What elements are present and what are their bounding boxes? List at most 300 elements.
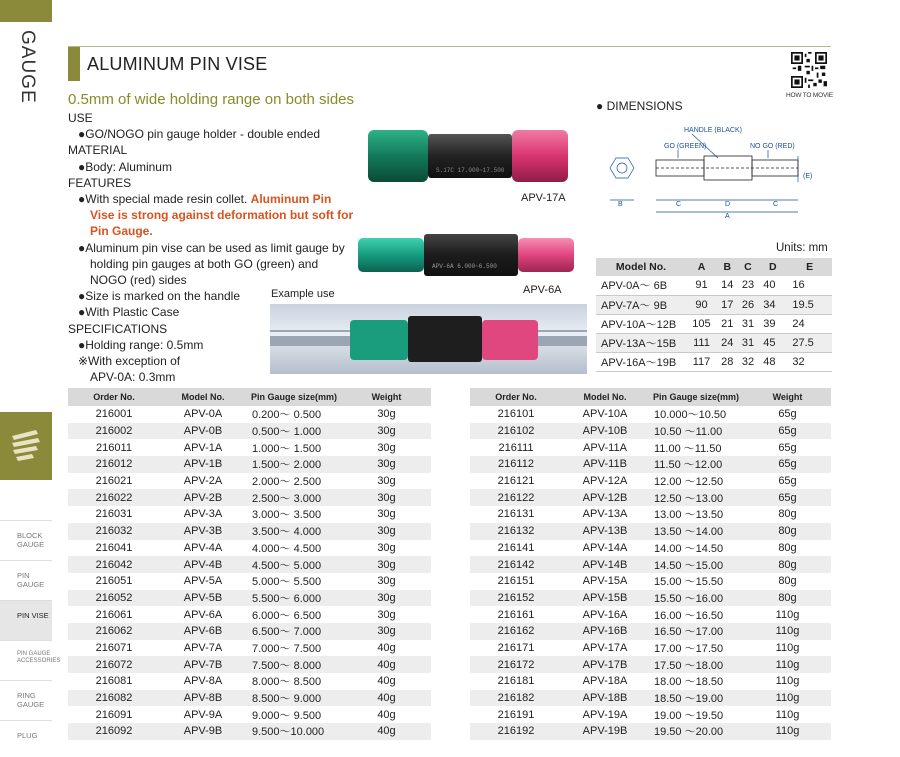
table-cell: 2.000～ 2.500 bbox=[252, 476, 322, 489]
table-row bbox=[68, 406, 431, 423]
table-cell: 40g bbox=[342, 656, 431, 673]
table-cell: 110g bbox=[775, 675, 800, 688]
col-pin-size: Pin Gauge size(mm) bbox=[648, 388, 744, 406]
table-cell: APV-4A bbox=[183, 541, 223, 554]
dimensions-table bbox=[596, 258, 832, 372]
col-b: B bbox=[717, 258, 738, 276]
table-row bbox=[470, 706, 831, 723]
table-cell: APV-2B bbox=[160, 489, 246, 506]
table-cell: 4.500～ 5.000 bbox=[246, 556, 342, 573]
table-cell: 110g bbox=[775, 641, 800, 654]
table-cell: 7.500～ 8.000 bbox=[246, 656, 342, 673]
table-cell: 12.50 ～13.00 bbox=[648, 489, 744, 506]
table-row bbox=[470, 456, 831, 473]
table-cell: 10.000～10.50 bbox=[654, 409, 727, 422]
table-cell: APV-19A bbox=[582, 708, 628, 721]
table-cell: 16.50 ～17.00 bbox=[648, 623, 744, 640]
feature-item: ●Aluminum pin vise can be used as limit gauge by holding pin gauges at both GO (green) and NOGO (red) sides bbox=[78, 240, 345, 288]
table-cell: 31 bbox=[738, 314, 759, 333]
table-cell: 65g bbox=[778, 408, 797, 421]
table-cell: APV-5B bbox=[160, 590, 246, 607]
table-row bbox=[470, 723, 831, 740]
table-cell: 216082 bbox=[68, 690, 160, 707]
table-cell: 6.500～ 7.000 bbox=[246, 623, 342, 640]
table-cell: 19.5 bbox=[787, 295, 832, 314]
table-cell: APV-19B bbox=[562, 723, 648, 740]
table-row bbox=[68, 606, 431, 623]
nav-block-gauge[interactable]: BLOCK GAUGE bbox=[0, 520, 52, 560]
apv-6a-marking: APV-6A 6.000~6.500 bbox=[432, 263, 497, 270]
table-cell: 3.000～ 3.500 bbox=[252, 509, 322, 522]
table-cell: APV-0B bbox=[160, 423, 246, 440]
table-cell: APV-16B bbox=[562, 623, 648, 640]
table-cell: 216062 bbox=[68, 623, 160, 640]
col-d: D bbox=[758, 258, 787, 276]
table-cell: 65g bbox=[778, 441, 797, 454]
table-cell: 30g bbox=[377, 441, 396, 454]
dim-letter-e: (E) bbox=[803, 173, 813, 180]
table-cell: 80g bbox=[744, 590, 831, 607]
side-nav bbox=[0, 520, 61, 757]
col-model-no: Model No. bbox=[562, 388, 648, 406]
table-row bbox=[68, 690, 431, 707]
table-cell: 216161 bbox=[497, 608, 535, 621]
table-cell: 216042 bbox=[68, 556, 160, 573]
table-cell: APV-4B bbox=[160, 556, 246, 573]
table-cell: APV-1B bbox=[160, 456, 246, 473]
table-cell: 8.500～ 9.000 bbox=[246, 690, 342, 707]
table-row bbox=[470, 423, 831, 440]
table-cell: 28 bbox=[717, 352, 738, 371]
table-cell: APV-13B bbox=[562, 523, 648, 540]
table-cell: APV-14B bbox=[562, 556, 648, 573]
table-cell: 30g bbox=[377, 508, 396, 521]
table-cell: 32 bbox=[787, 352, 832, 371]
table-cell: 216181 bbox=[497, 675, 535, 688]
table-cell: APV-10B bbox=[562, 423, 648, 440]
table-cell: 16 bbox=[787, 276, 832, 295]
table-row bbox=[596, 314, 832, 333]
table-cell: 10.50 ～11.00 bbox=[648, 423, 744, 440]
title-accent-mark bbox=[68, 47, 80, 81]
table-cell: 1.000～ 1.500 bbox=[252, 442, 322, 455]
spec-table-right bbox=[470, 388, 831, 740]
table-cell: 19.00 ～19.50 bbox=[654, 709, 724, 722]
table-cell: 216162 bbox=[470, 623, 562, 640]
table-cell: 34 bbox=[758, 295, 787, 314]
table-cell: 27.5 bbox=[787, 333, 832, 352]
table-cell: 8.000～ 8.500 bbox=[252, 676, 322, 689]
table-cell: 16.00 ～16.50 bbox=[654, 609, 724, 622]
table-cell: APV-18A bbox=[582, 675, 628, 688]
table-cell: 39 bbox=[758, 314, 787, 333]
material-heading: MATERIAL bbox=[68, 143, 128, 158]
table-cell: 216092 bbox=[68, 723, 160, 740]
table-cell: 216052 bbox=[68, 590, 160, 607]
table-cell: 40g bbox=[342, 723, 431, 740]
table-row bbox=[68, 556, 431, 573]
dimensions-drawing bbox=[598, 122, 834, 224]
table-cell: APV-6B bbox=[160, 623, 246, 640]
apv-6a-image bbox=[356, 232, 578, 278]
bullet: ● bbox=[78, 240, 86, 255]
page-title: ALUMINUM PIN VISE bbox=[87, 54, 268, 74]
table-cell: 216032 bbox=[68, 523, 160, 540]
apv-17a-image bbox=[366, 126, 572, 186]
table-cell: 3.500～ 4.000 bbox=[246, 523, 342, 540]
pin-gauge-category-icon bbox=[0, 412, 52, 480]
subtitle: 0.5mm of wide holding range on both sides bbox=[68, 91, 355, 108]
title-bar bbox=[68, 46, 831, 81]
table-cell: 216022 bbox=[68, 489, 160, 506]
table-cell: 30g bbox=[377, 475, 396, 488]
table-cell: 30g bbox=[342, 556, 431, 573]
material-item: ●Body: Aluminum bbox=[78, 159, 172, 174]
table-cell: 216182 bbox=[470, 690, 562, 707]
table-cell: 65g bbox=[778, 475, 797, 488]
table-cell: 12.00 ～12.50 bbox=[654, 476, 724, 489]
table-cell: 216132 bbox=[470, 523, 562, 540]
go-label: GO (GREEN) bbox=[664, 143, 707, 150]
nav-pin-gauge[interactable]: PIN GAUGE bbox=[0, 560, 52, 600]
table-row bbox=[596, 295, 832, 314]
table-cell: 17.00 ～17.50 bbox=[654, 642, 724, 655]
table-cell: 32 bbox=[738, 352, 759, 371]
table-row bbox=[470, 506, 831, 523]
table-cell: APV-11B bbox=[562, 456, 648, 473]
bullet: ● bbox=[78, 127, 86, 142]
table-cell: APV-8B bbox=[160, 690, 246, 707]
dimensions-heading: ● DIMENSIONS bbox=[596, 99, 683, 113]
handle-label: HANDLE (BLACK) bbox=[684, 127, 742, 134]
spec-header-row bbox=[470, 388, 831, 406]
table-cell: 80g bbox=[744, 556, 831, 573]
table-cell: 40g bbox=[342, 690, 431, 707]
table-cell: 11.50 ～12.00 bbox=[648, 456, 744, 473]
table-cell: 0.200～ 0.500 bbox=[252, 409, 322, 422]
use-heading: USE bbox=[68, 111, 93, 125]
table-cell: 216111 bbox=[498, 441, 534, 454]
table-cell: 45 bbox=[758, 333, 787, 352]
table-row bbox=[470, 439, 831, 456]
table-row bbox=[470, 690, 831, 707]
table-cell: 110g bbox=[775, 608, 800, 621]
table-cell: 18.50 ～19.00 bbox=[648, 690, 744, 707]
table-cell: 91 bbox=[686, 276, 717, 295]
table-cell: 110g bbox=[775, 708, 800, 721]
col-model: Model No. bbox=[596, 258, 686, 276]
how-to-movie-label[interactable]: HOW TO MOVIE bbox=[786, 92, 833, 99]
table-cell: 216172 bbox=[470, 656, 562, 673]
bullet: ● bbox=[78, 192, 86, 207]
feature-item: ●With Plastic Case bbox=[78, 305, 180, 320]
table-row bbox=[470, 489, 831, 506]
table-cell: 23 bbox=[738, 276, 759, 295]
table-cell: APV-5A bbox=[183, 575, 223, 588]
bullet: ● bbox=[78, 305, 86, 320]
table-cell: APV-12B bbox=[562, 489, 648, 506]
col-a: A bbox=[686, 258, 717, 276]
spec-header-row bbox=[68, 388, 431, 406]
dim-letter-c2: C bbox=[773, 201, 779, 208]
table-cell: 110g bbox=[744, 690, 831, 707]
table-cell: APV-10A～12B bbox=[596, 314, 686, 333]
col-weight: Weight bbox=[744, 388, 831, 406]
table-row bbox=[68, 673, 431, 690]
table-row bbox=[470, 556, 831, 573]
col-pin-size: Pin Gauge size(mm) bbox=[246, 388, 342, 406]
table-row bbox=[68, 423, 431, 440]
table-cell: 24 bbox=[787, 314, 832, 333]
table-cell: 13.50 ～14.00 bbox=[648, 523, 744, 540]
spec-table-left bbox=[68, 388, 431, 740]
table-cell: 24 bbox=[717, 333, 738, 352]
table-cell: APV-2A bbox=[183, 475, 223, 488]
apv-17a-marking: S.17C 17.000~17.500 bbox=[436, 167, 505, 174]
table-cell: 110g bbox=[744, 623, 831, 640]
table-cell: 48 bbox=[758, 352, 787, 371]
table-row bbox=[470, 606, 831, 623]
bullet: ● bbox=[78, 289, 86, 304]
use-item: ●GO/NOGO pin gauge holder - double ended bbox=[78, 127, 321, 142]
table-cell: 216141 bbox=[497, 541, 535, 554]
table-row bbox=[68, 523, 431, 540]
table-cell: 80g bbox=[744, 523, 831, 540]
col-e: E bbox=[787, 258, 832, 276]
table-cell: 7.000～ 7.500 bbox=[252, 642, 322, 655]
table-row bbox=[596, 352, 832, 371]
table-cell: APV-11A bbox=[583, 441, 627, 454]
table-cell: APV-15B bbox=[562, 590, 648, 607]
table-cell: 216041 bbox=[95, 541, 133, 554]
specifications-heading: SPECIFICATIONS bbox=[68, 321, 168, 336]
table-cell: APV-6A bbox=[183, 608, 223, 621]
table-cell: 30g bbox=[342, 423, 431, 440]
table-row bbox=[68, 540, 431, 557]
table-cell: 216001 bbox=[95, 408, 133, 421]
feature-item: ●Size is marked on the handle bbox=[78, 289, 241, 304]
nav-ring-gauge[interactable]: RING GAUGE bbox=[0, 680, 52, 720]
table-cell: 0.500～ 1.000 bbox=[246, 423, 342, 440]
table-cell: APV-13A bbox=[582, 508, 628, 521]
table-cell: APV-16A～19B bbox=[596, 352, 686, 371]
spec-note-detail: APV-0A: 0.3mm bbox=[90, 370, 176, 385]
bullet: ● bbox=[78, 337, 86, 352]
nav-plug[interactable]: PLUG bbox=[0, 720, 52, 757]
table-cell: 40g bbox=[377, 708, 396, 721]
table-row bbox=[470, 573, 831, 590]
table-cell: 6.000～ 6.500 bbox=[252, 609, 322, 622]
table-row bbox=[470, 656, 831, 673]
table-cell: 216071 bbox=[95, 641, 133, 654]
table-cell: 30g bbox=[377, 608, 396, 621]
table-row bbox=[596, 333, 832, 352]
table-cell: APV-8A bbox=[183, 675, 223, 688]
dim-letter-c: C bbox=[676, 201, 682, 208]
table-cell: APV-17B bbox=[562, 656, 648, 673]
table-cell: 216171 bbox=[497, 641, 535, 654]
example-use-image bbox=[270, 304, 587, 374]
col-weight: Weight bbox=[342, 388, 431, 406]
table-cell: 110g bbox=[744, 656, 831, 673]
table-row bbox=[68, 706, 431, 723]
table-row bbox=[68, 456, 431, 473]
apv-17a-label: APV-17A bbox=[521, 192, 566, 204]
table-cell: APV-9A bbox=[183, 708, 223, 721]
table-cell: APV-14A bbox=[582, 541, 628, 554]
table-row bbox=[470, 590, 831, 607]
table-cell: 40g bbox=[377, 641, 396, 654]
table-row bbox=[68, 473, 431, 490]
table-row bbox=[68, 623, 431, 640]
side-top-bar bbox=[0, 0, 52, 22]
section-title: GAUGE bbox=[17, 30, 38, 104]
table-cell: APV-10A bbox=[582, 408, 628, 421]
table-row bbox=[68, 656, 431, 673]
nogo-label: NO GO (RED) bbox=[750, 143, 795, 150]
table-cell: 18.00 ～18.50 bbox=[654, 676, 724, 689]
table-cell: 216002 bbox=[68, 423, 160, 440]
table-cell: 5.000～ 5.500 bbox=[252, 576, 322, 589]
table-cell: 21 bbox=[717, 314, 738, 333]
table-cell: 216191 bbox=[497, 708, 535, 721]
table-cell: 15.50 ～16.00 bbox=[648, 590, 744, 607]
table-cell: APV-7A～ 9B bbox=[596, 295, 686, 314]
table-row bbox=[68, 489, 431, 506]
table-cell: 65g bbox=[744, 423, 831, 440]
table-cell: 14 bbox=[717, 276, 738, 295]
table-cell: 30g bbox=[342, 523, 431, 540]
table-cell: 13.00 ～13.50 bbox=[654, 509, 724, 522]
table-row bbox=[470, 473, 831, 490]
table-cell: 216081 bbox=[95, 675, 133, 688]
table-row bbox=[68, 590, 431, 607]
table-row bbox=[470, 540, 831, 557]
table-cell: 216021 bbox=[95, 475, 133, 488]
table-row bbox=[470, 406, 831, 423]
table-cell: APV-13A～15B bbox=[596, 333, 686, 352]
table-cell: 111 bbox=[686, 333, 717, 352]
nav-pin-vise[interactable]: PIN VISE bbox=[0, 600, 52, 640]
table-cell: 216101 bbox=[497, 408, 535, 421]
table-cell: APV-18B bbox=[562, 690, 648, 707]
table-cell: 26 bbox=[738, 295, 759, 314]
table-cell: 216152 bbox=[470, 590, 562, 607]
nav-pin-gauge-accessories[interactable]: PIN GAUGE ACCESSORIES bbox=[0, 640, 52, 680]
table-cell: 14.50 ～15.00 bbox=[648, 556, 744, 573]
spec-note: ※With exception of bbox=[78, 354, 181, 369]
table-cell: 80g bbox=[778, 575, 797, 588]
table-cell: 30g bbox=[377, 541, 396, 554]
dimensions-header-row bbox=[596, 258, 832, 276]
table-cell: APV-17A bbox=[582, 641, 628, 654]
table-cell: 216091 bbox=[95, 708, 133, 721]
table-cell: 30g bbox=[342, 456, 431, 473]
table-cell: 216061 bbox=[95, 608, 133, 621]
table-cell: 80g bbox=[778, 541, 797, 554]
units-label: Units: mm bbox=[776, 242, 828, 254]
dim-letter-b: B bbox=[618, 201, 623, 208]
table-cell: 1.500～ 2.000 bbox=[246, 456, 342, 473]
table-cell: 17 bbox=[717, 295, 738, 314]
table-cell: 216031 bbox=[95, 508, 133, 521]
table-cell: 216012 bbox=[68, 456, 160, 473]
table-cell: 216121 bbox=[497, 475, 535, 488]
col-order-no: Order No. bbox=[470, 388, 562, 406]
table-cell: 216072 bbox=[68, 656, 160, 673]
table-cell: 216051 bbox=[95, 575, 133, 588]
table-cell: APV-1A bbox=[183, 441, 223, 454]
table-cell: 4.000～ 4.500 bbox=[252, 542, 322, 555]
table-cell: 5.500～ 6.000 bbox=[246, 590, 342, 607]
table-cell: 15.00 ～15.50 bbox=[654, 576, 724, 589]
table-cell: APV-7B bbox=[160, 656, 246, 673]
table-cell: 30g bbox=[342, 590, 431, 607]
table-row bbox=[68, 640, 431, 657]
dim-letter-a: A bbox=[725, 213, 730, 220]
col-model-no: Model No. bbox=[160, 388, 246, 406]
table-row bbox=[470, 623, 831, 640]
col-c: C bbox=[738, 258, 759, 276]
apv-6a-label: APV-6A bbox=[523, 284, 562, 296]
example-use-label: Example use bbox=[271, 288, 335, 300]
table-cell: APV-7A bbox=[183, 641, 223, 654]
table-cell: 117 bbox=[686, 352, 717, 371]
table-cell: 65g bbox=[744, 489, 831, 506]
table-cell: APV-0A bbox=[183, 408, 223, 421]
table-cell: 216151 bbox=[497, 575, 535, 588]
table-cell: 30g bbox=[377, 408, 396, 421]
table-cell: APV-9B bbox=[160, 723, 246, 740]
table-cell: 216011 bbox=[96, 441, 132, 454]
table-cell: 2.500～ 3.000 bbox=[246, 489, 342, 506]
dim-letter-d: D bbox=[725, 201, 731, 208]
feature-emphasis: Aluminum Pin Vise is strong against deformation but soft for Pin Gauge. bbox=[90, 192, 354, 239]
table-cell: 30g bbox=[342, 489, 431, 506]
table-cell: 40g bbox=[377, 675, 396, 688]
spec-item: ●Holding range: 0.5mm bbox=[78, 337, 204, 352]
table-cell: APV-3A bbox=[183, 508, 223, 521]
table-cell: APV-3B bbox=[160, 523, 246, 540]
table-row bbox=[596, 276, 832, 295]
qr-code-icon[interactable] bbox=[791, 52, 827, 88]
table-cell: APV-16A bbox=[582, 608, 628, 621]
table-cell: 9.500～10.000 bbox=[246, 723, 342, 740]
table-row bbox=[470, 673, 831, 690]
table-cell: 90 bbox=[686, 295, 717, 314]
col-order-no: Order No. bbox=[68, 388, 160, 406]
table-cell: APV-12A bbox=[582, 475, 628, 488]
bullet: ● bbox=[78, 159, 86, 174]
table-cell: 216102 bbox=[470, 423, 562, 440]
table-cell: 65g bbox=[744, 456, 831, 473]
table-row bbox=[470, 640, 831, 657]
table-cell: 105 bbox=[686, 314, 717, 333]
table-row bbox=[68, 439, 431, 456]
table-cell: 19.50 ～20.00 bbox=[648, 723, 744, 740]
table-row bbox=[68, 723, 431, 740]
table-cell: 216112 bbox=[470, 456, 562, 473]
table-cell: 31 bbox=[738, 333, 759, 352]
table-cell: 17.50 ～18.00 bbox=[648, 656, 744, 673]
table-cell: 30g bbox=[377, 575, 396, 588]
table-cell: 216142 bbox=[470, 556, 562, 573]
table-cell: 30g bbox=[342, 623, 431, 640]
table-row bbox=[68, 573, 431, 590]
table-cell: 216131 bbox=[497, 508, 535, 521]
table-cell: 40 bbox=[758, 276, 787, 295]
table-cell: 216192 bbox=[470, 723, 562, 740]
